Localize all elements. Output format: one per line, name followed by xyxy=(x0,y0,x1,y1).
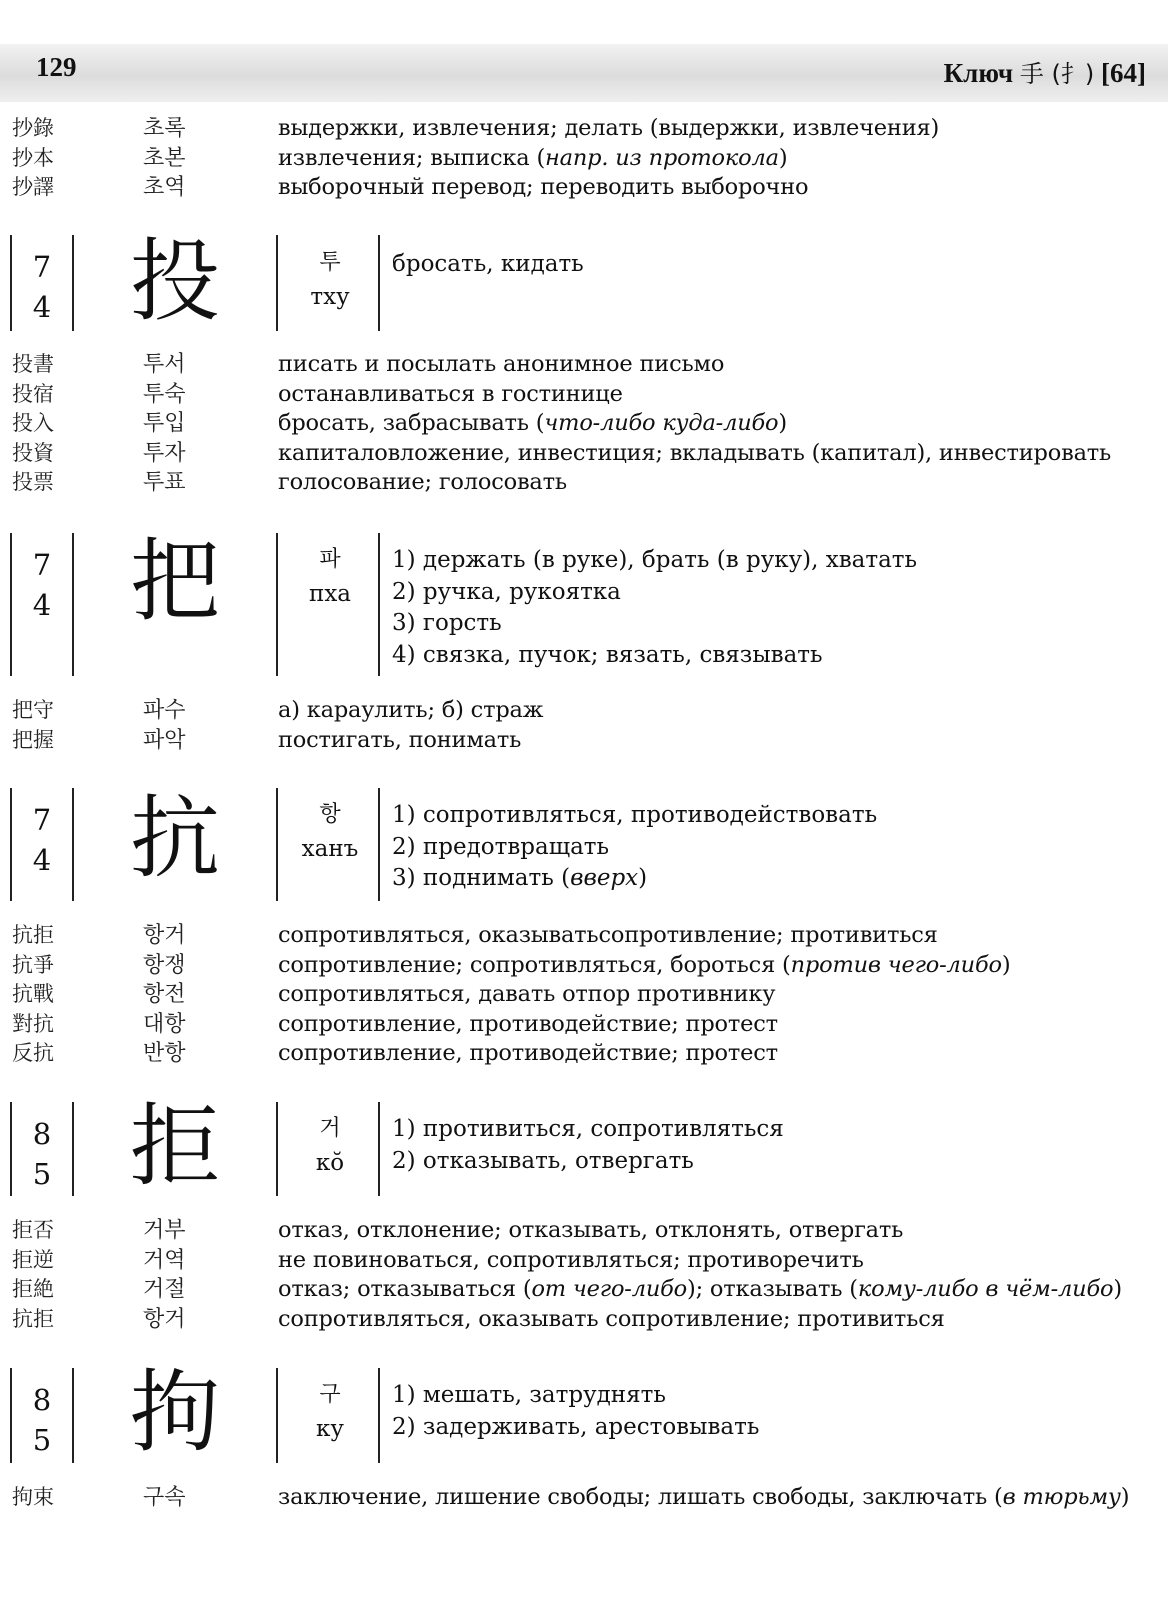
meaning-text: сопротивление, противодействие; протест xyxy=(278,1010,778,1037)
compound-hanja: 對抗 xyxy=(12,1011,54,1036)
compound-list xyxy=(0,114,1168,203)
compound-hanja: 抄錄 xyxy=(12,116,54,140)
column-rule xyxy=(276,1368,278,1463)
meaning-text: сопротивление; сопротивляться, бороться ( xyxy=(278,951,791,978)
running-head-hanzi: 手 (扌) xyxy=(1019,60,1095,88)
compound-hanja: 拒逆 xyxy=(12,1247,54,1272)
compound-hangul: 항거 xyxy=(143,923,186,948)
meaning-text: постигать, понимать xyxy=(278,726,522,753)
definition-line xyxy=(392,800,877,832)
head-character: 抗 xyxy=(130,786,220,891)
compound-hangul: 항쟁 xyxy=(143,952,186,978)
definition-line xyxy=(392,249,584,281)
meaning-text-after: ) xyxy=(1120,1484,1130,1510)
meaning-italic: кому-либо в чём-либо xyxy=(857,1276,1114,1302)
definition-text: 1) мешать, затруднять xyxy=(392,1382,666,1408)
korean-reading xyxy=(290,1112,370,1180)
definition-text: 4) связка, пучок; вязать, связывать xyxy=(392,641,823,668)
compound-hanja: 投書 xyxy=(12,352,54,376)
compound-list xyxy=(0,1216,1168,1334)
column-rule xyxy=(10,1102,12,1196)
meaning-text: не повиноваться, сопротивляться; противоречить xyxy=(278,1246,864,1273)
compound-hangul: 투표 xyxy=(143,470,186,495)
meaning-text: сопротивляться, давать отпор противнику xyxy=(278,981,776,1007)
stroke-count-total: 7 xyxy=(32,803,52,837)
compound-meaning xyxy=(278,1275,1122,1304)
meaning-text: а) караулить; б) страж xyxy=(278,697,544,723)
column-rule xyxy=(10,1368,12,1463)
compound-hangul: 투서 xyxy=(143,352,186,377)
compound-meaning xyxy=(278,921,938,950)
character-entry xyxy=(0,229,1168,334)
compound-row xyxy=(0,1275,1168,1305)
compound-meaning xyxy=(278,1010,778,1039)
column-rule xyxy=(10,235,12,331)
character-entry xyxy=(0,1094,1168,1199)
compound-hanja: 抗拒 xyxy=(12,1306,54,1331)
compound-row xyxy=(0,1039,1168,1069)
compound-hangul: 대항 xyxy=(143,1011,186,1037)
compound-meaning xyxy=(278,980,775,1009)
compound-row xyxy=(0,409,1168,439)
page-number: 129 xyxy=(36,52,77,82)
meaning-italic: что-либо куда-либо xyxy=(544,410,779,436)
column-rule xyxy=(72,788,74,901)
compound-meaning xyxy=(278,951,1010,980)
definition-text: 2) отказывать, отвергать xyxy=(392,1147,694,1174)
definition-list xyxy=(392,1380,759,1443)
definition-list xyxy=(392,800,877,895)
definition-list xyxy=(392,1114,784,1177)
compound-list xyxy=(0,696,1168,755)
column-rule xyxy=(72,533,74,676)
compound-row xyxy=(0,1010,1168,1040)
compound-row xyxy=(0,380,1168,410)
compound-list xyxy=(0,350,1168,498)
compound-meaning xyxy=(278,1039,778,1068)
character-entry xyxy=(0,529,1168,676)
meaning-italic: от чего-либо xyxy=(531,1276,687,1302)
compound-row xyxy=(0,696,1168,726)
definition-line xyxy=(392,608,917,640)
definition-text: 3) поднимать ( xyxy=(392,865,571,891)
compound-hangul: 투자 xyxy=(143,440,186,466)
meaning-text: голосование; голосовать xyxy=(278,469,567,495)
meaning-text-after: ); отказывать ( xyxy=(687,1276,858,1302)
column-rule xyxy=(10,788,12,901)
compound-meaning xyxy=(278,350,724,379)
column-rule xyxy=(10,533,12,676)
compound-hanja: 投票 xyxy=(12,470,54,494)
definition-line xyxy=(392,1380,759,1412)
compound-meaning xyxy=(278,468,567,497)
definition-text: 3) горсть xyxy=(392,610,502,636)
definition-line xyxy=(392,863,877,895)
compound-meaning xyxy=(278,380,623,409)
compound-row xyxy=(0,144,1168,174)
compound-row xyxy=(0,951,1168,981)
compound-list xyxy=(0,1483,1168,1513)
compound-row xyxy=(0,468,1168,498)
compound-row xyxy=(0,1216,1168,1246)
stroke-count-extra: 4 xyxy=(32,843,52,877)
meaning-text-after: ) xyxy=(778,410,787,436)
compound-hangul: 파수 xyxy=(143,698,186,723)
definition-text: 2) ручка, рукоятка xyxy=(392,578,621,605)
compound-row xyxy=(0,350,1168,380)
compound-hanja: 反抗 xyxy=(12,1041,54,1065)
column-rule xyxy=(72,235,74,331)
compound-hanja: 抄譯 xyxy=(12,175,54,199)
stroke-count-total: 7 xyxy=(32,250,52,284)
russian-transcription: ханъ xyxy=(301,836,359,862)
head-character: 拘 xyxy=(130,1360,220,1465)
compound-hanja: 抗戰 xyxy=(12,982,54,1006)
compound-hangul: 파악 xyxy=(143,727,186,753)
compound-row xyxy=(0,1483,1168,1513)
compound-meaning xyxy=(278,409,787,438)
stroke-count-extra: 5 xyxy=(32,1157,52,1191)
definition-italic: вверх xyxy=(570,865,639,891)
compound-meaning xyxy=(278,696,543,725)
column-rule xyxy=(378,1368,380,1463)
compound-row xyxy=(0,1305,1168,1335)
running-head-prefix: Ключ xyxy=(943,58,1014,88)
compound-list xyxy=(0,921,1168,1069)
meaning-text: писать и посылать анонимное письмо xyxy=(278,351,725,377)
compound-meaning xyxy=(278,144,787,173)
meaning-text: сопротивляться, оказыватьсопротивление; противиться xyxy=(278,922,938,948)
korean-reading xyxy=(290,1378,370,1446)
head-character: 拒 xyxy=(130,1094,220,1199)
compound-row xyxy=(0,114,1168,144)
meaning-text: отказ; отказываться ( xyxy=(278,1276,532,1302)
compound-hanja: 投宿 xyxy=(12,381,54,406)
meaning-italic: в тюрьму xyxy=(1002,1484,1121,1510)
compound-hanja: 把握 xyxy=(12,727,54,752)
russian-transcription: тху xyxy=(310,284,350,310)
definition-text: 1) противиться, сопротивляться xyxy=(392,1116,784,1142)
definition-text: 2) предотвращать xyxy=(392,833,610,860)
column-rule xyxy=(378,533,380,676)
compound-meaning xyxy=(278,439,1111,468)
compound-hangul: 항전 xyxy=(143,982,186,1007)
korean-reading xyxy=(290,246,370,314)
meaning-text: бросать, забрасывать ( xyxy=(278,410,545,436)
meaning-text-after: ) xyxy=(1113,1276,1122,1302)
stroke-count-extra: 5 xyxy=(32,1423,52,1457)
compound-hanja: 抄本 xyxy=(12,145,54,170)
column-rule xyxy=(276,788,278,901)
russian-transcription: ку xyxy=(316,1416,344,1442)
meaning-text: сопротивление, противодействие; протест xyxy=(278,1040,778,1066)
compound-hangul: 거절 xyxy=(143,1277,186,1302)
meaning-text: сопротивляться, оказывать сопротивление; противиться xyxy=(278,1305,945,1332)
compound-hangul: 거역 xyxy=(143,1247,186,1273)
definition-line xyxy=(392,1146,784,1178)
compound-hanja: 抗爭 xyxy=(12,952,54,977)
definition-line xyxy=(392,1114,784,1146)
meaning-text: выдержки, извлечения; делать (выдержки, извлечения) xyxy=(278,115,940,141)
definition-line xyxy=(392,577,917,609)
head-character: 把 xyxy=(130,529,220,634)
compound-meaning xyxy=(278,1246,864,1275)
compound-meaning xyxy=(278,1483,1129,1512)
column-rule xyxy=(378,235,380,331)
running-head xyxy=(944,54,1146,89)
definition-text-after: ) xyxy=(638,865,648,891)
compound-hanja: 抗拒 xyxy=(12,923,54,947)
korean-reading xyxy=(290,543,370,611)
meaning-italic: против чего-либо xyxy=(790,951,1002,978)
column-rule xyxy=(378,788,380,901)
compound-meaning xyxy=(278,114,939,143)
hangul-reading: 파 xyxy=(319,547,341,572)
definition-line xyxy=(392,640,917,672)
compound-hangul: 투입 xyxy=(143,411,186,436)
hangul-reading: 투 xyxy=(319,250,341,275)
meaning-text: извлечения; выписка ( xyxy=(278,144,546,171)
compound-row xyxy=(0,439,1168,469)
column-rule xyxy=(72,1368,74,1463)
definition-text: бросать, кидать xyxy=(392,251,584,277)
compound-hangul: 초록 xyxy=(143,116,186,141)
definition-text: 1) держать (в руке), брать (в руку), хватать xyxy=(392,547,918,573)
definition-text: 1) сопротивляться, противодействовать xyxy=(392,802,878,828)
definition-text: 2) задерживать, арестовывать xyxy=(392,1413,760,1440)
character-entry xyxy=(0,1360,1168,1465)
definition-line xyxy=(392,545,917,577)
russian-transcription: кŏ xyxy=(315,1150,345,1176)
column-rule xyxy=(72,1102,74,1196)
stroke-count-total: 8 xyxy=(32,1383,52,1417)
compound-hanja: 把守 xyxy=(12,698,54,722)
russian-transcription: пха xyxy=(308,581,351,607)
compound-hanja: 投資 xyxy=(12,440,54,465)
definition-list xyxy=(392,545,917,671)
definition-line xyxy=(392,1412,759,1444)
definition-list xyxy=(392,249,584,281)
compound-hanja: 拒否 xyxy=(12,1218,54,1242)
compound-row xyxy=(0,921,1168,951)
head-character: 投 xyxy=(130,229,220,334)
column-rule xyxy=(378,1102,380,1196)
compound-hangul: 거부 xyxy=(143,1218,186,1243)
compound-row xyxy=(0,726,1168,756)
compound-meaning xyxy=(278,173,808,202)
compound-hangul: 투숙 xyxy=(143,381,186,407)
compound-meaning xyxy=(278,1216,903,1245)
meaning-text-after: ) xyxy=(1001,951,1011,978)
compound-meaning xyxy=(278,1305,945,1334)
column-rule xyxy=(276,533,278,676)
meaning-text: заключение, лишение свободы; лишать свободы, заключать ( xyxy=(278,1484,1003,1510)
meaning-text: выборочный перевод; переводить выборочно xyxy=(278,174,809,200)
stroke-count-total: 7 xyxy=(32,548,52,582)
compound-hanja: 投入 xyxy=(12,411,54,435)
compound-hanja: 拘束 xyxy=(12,1485,54,1509)
character-entry xyxy=(0,788,1168,901)
compound-row xyxy=(0,980,1168,1010)
column-rule xyxy=(276,235,278,331)
stroke-count-extra: 4 xyxy=(32,588,52,622)
compound-hangul: 반항 xyxy=(143,1041,186,1066)
compound-meaning xyxy=(278,726,521,755)
compound-hangul: 구속 xyxy=(143,1485,186,1510)
compound-hangul: 초본 xyxy=(143,145,186,171)
meaning-text: останавливаться в гостинице xyxy=(278,380,623,407)
running-head-suffix: [64] xyxy=(1101,58,1146,88)
meaning-text-after: ) xyxy=(778,144,788,171)
definition-line xyxy=(392,832,877,864)
column-rule xyxy=(276,1102,278,1196)
meaning-italic: напр. из протокола xyxy=(545,144,779,171)
compound-hangul: 초역 xyxy=(143,175,186,200)
korean-reading xyxy=(290,798,370,866)
compound-hanja: 拒絶 xyxy=(12,1277,54,1301)
stroke-count-extra: 4 xyxy=(32,290,52,324)
compound-hangul: 항거 xyxy=(143,1306,186,1332)
hangul-reading: 거 xyxy=(319,1116,341,1141)
stroke-count-total: 8 xyxy=(32,1117,52,1151)
compound-row xyxy=(0,1246,1168,1276)
compound-row xyxy=(0,173,1168,203)
hangul-reading: 항 xyxy=(319,802,341,827)
meaning-text: отказ, отклонение; отказывать, отклонять, отвергать xyxy=(278,1217,904,1243)
meaning-text: капиталовложение, инвестиция; вкладывать (капитал), инвестировать xyxy=(278,439,1112,466)
hangul-reading: 구 xyxy=(319,1382,341,1407)
